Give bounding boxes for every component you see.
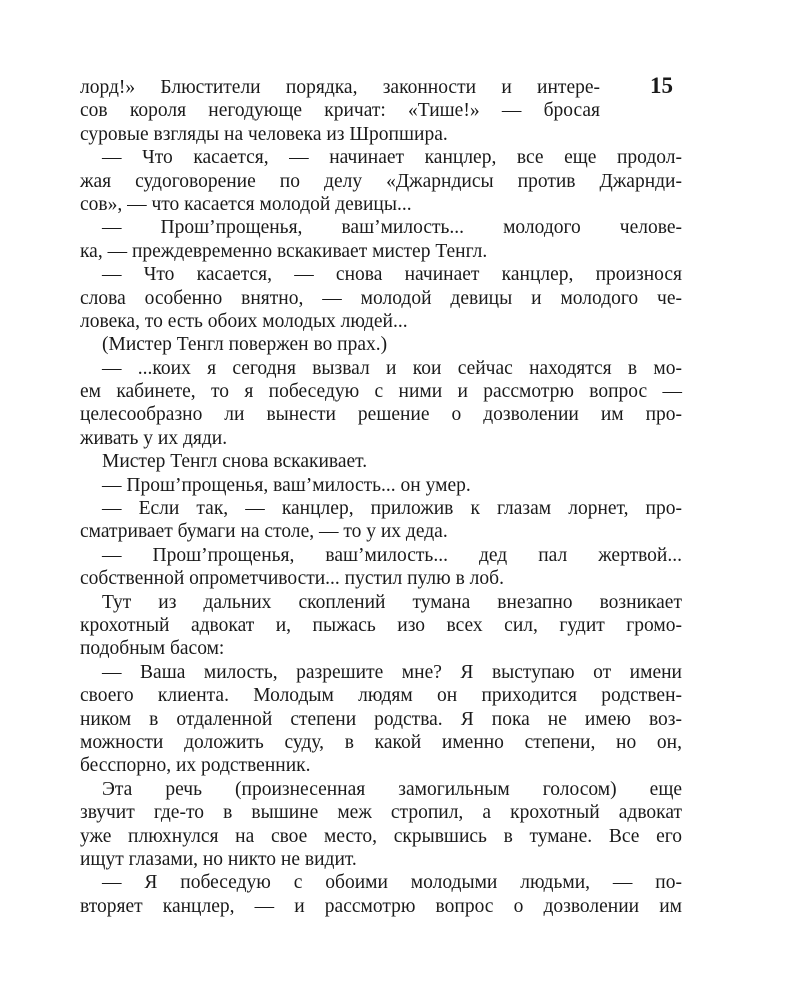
- text-line: — Если так, — канцлер, приложив к глазам лорнет, про-: [102, 498, 682, 520]
- text-line: вторяет канцлер, — и рассмотрю вопрос о дозволении им: [80, 895, 682, 917]
- text-line: ником в отдаленной степени родства. Я пока не имею воз-: [80, 708, 682, 730]
- text-line: слова особенно внятно, — молодой девицы и молодого че-: [80, 287, 682, 309]
- text-line: собственной опрометчивости... пустил пулю в лоб.: [80, 568, 504, 590]
- text-line: целесообразно ли вынести решение о дозволении им про-: [80, 404, 682, 426]
- page-number: 15: [650, 73, 673, 98]
- text-line: — ...коих я сегодня вызвал и кои сейчас находятся в мо-: [102, 357, 682, 379]
- text-line: лорд!» Блюстители порядка, законности и интере-: [80, 77, 600, 98]
- text-line: можности доложить суду, в какой именно степени, но он,: [80, 731, 682, 753]
- text-line: звучит где-то в вышине меж стропил, а крохотный адвокат: [80, 802, 682, 824]
- text-line: — Что касается, — снова начинает канцлер, произнося: [102, 264, 682, 286]
- text-line: своего клиента. Молодым людям он приходится родствен-: [80, 685, 682, 707]
- text-line: — Что касается, — начинает канцлер, все еще продол-: [102, 147, 682, 169]
- text-line: сов», — что касается молодой девицы...: [80, 193, 412, 215]
- text-line: суровые взгляды на человека из Шропшира.: [80, 123, 448, 145]
- text-line: уже плюхнулся на свое место, скрывшись в тумане. Все его: [80, 825, 682, 847]
- text-line: ловека, то есть обоих молодых людей...: [80, 310, 408, 332]
- text-line: — Ваша милость, разрешите мне? Я выступаю от имени: [102, 661, 682, 683]
- text-line: (Мистер Тенгл повержен во прах.): [102, 334, 388, 356]
- text-line: бесспорно, их родственник.: [80, 755, 311, 777]
- text-line: — Прош’прощенья, ваш’милость... молодого челове-: [102, 217, 682, 239]
- text-line: — Прош’прощенья, ваш’милость... дед пал жертвой...: [102, 544, 682, 566]
- text-line: Мистер Тенгл снова вскакивает.: [102, 451, 368, 473]
- text-line: крохотный адвокат и, пыжась изо всех сил, гудит громо-: [80, 614, 682, 636]
- text-line: ем кабинете, то я побеседую с ними и рассмотрю вопрос —: [80, 381, 682, 403]
- text-line: Тут из дальних скоплений тумана внезапно возникает: [102, 591, 682, 613]
- text-line: жая судоговорение по делу «Джарндисы против Джарнди-: [80, 170, 682, 192]
- text-line: ка, — преждевременно вскакивает мистер Тенгл.: [80, 240, 488, 262]
- text-line: сматривает бумаги на столе, — то у их деда.: [80, 521, 448, 543]
- text-line: сов короля негодующе кричат: «Тише!» — бросая: [80, 100, 600, 122]
- text-line: подобным басом:: [80, 638, 225, 660]
- text-line: — Прош’прощенья, ваш’милость... он умер.: [102, 474, 471, 496]
- text-line: живать у их дяди.: [80, 427, 228, 449]
- text-line: ищут глазами, но никто не видит.: [80, 848, 357, 870]
- text-line: — Я побеседую с обоими молодыми людьми, — по-: [102, 872, 682, 894]
- page-body-text: [80, 76, 682, 918]
- text-line: Эта речь (произнесенная замогильным голосом) еще: [102, 778, 682, 800]
